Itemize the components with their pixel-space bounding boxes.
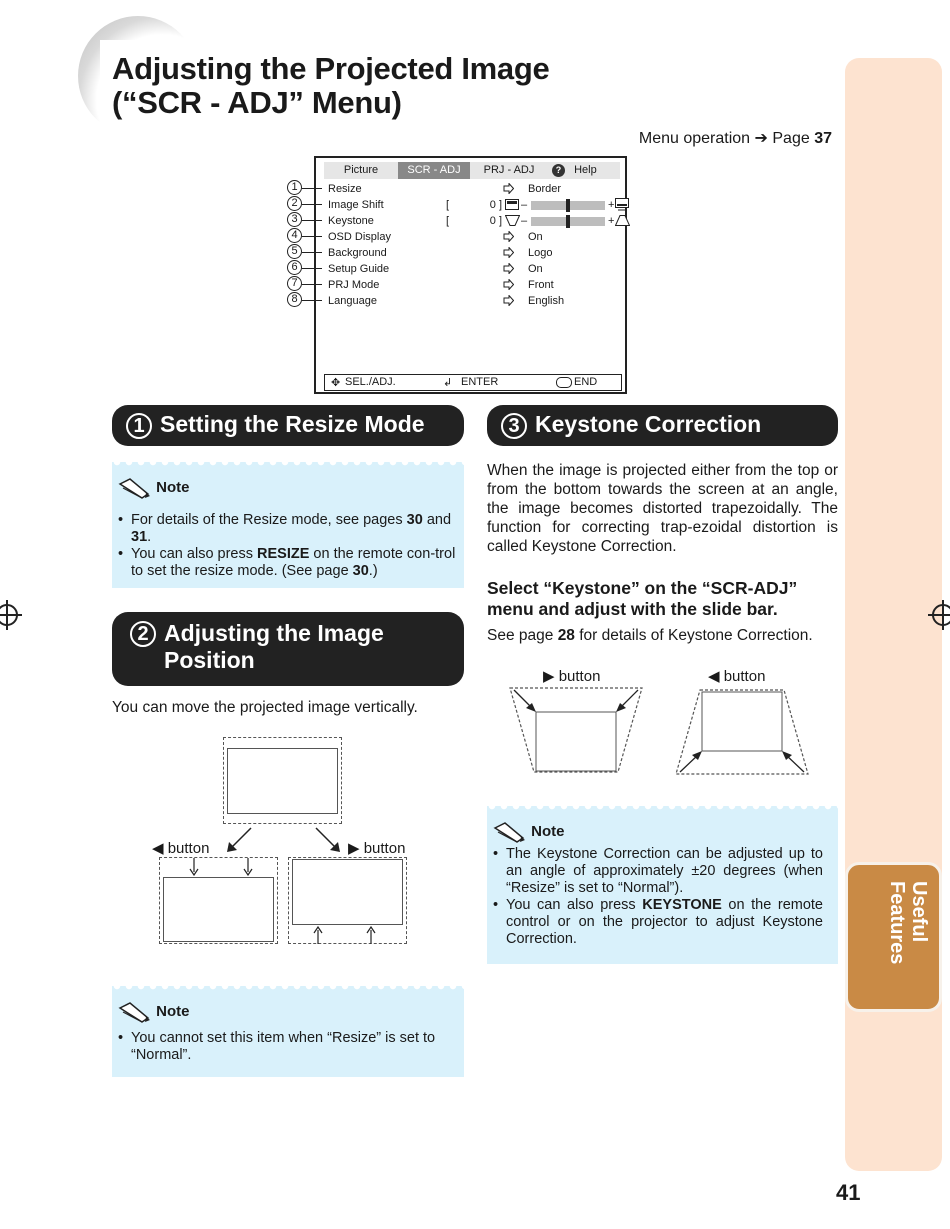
- note-header: Note: [493, 820, 565, 844]
- right-button-label: ▶ button: [348, 840, 406, 857]
- pencil-note-icon: [118, 476, 152, 500]
- osd-tab-picture[interactable]: Picture: [343, 164, 379, 176]
- menu-operation-page-label: Page: [772, 130, 810, 147]
- keystone-down-icon: [505, 215, 520, 226]
- osd-row-value: Border: [528, 183, 562, 195]
- section-3-body: When the image is projected either from the top or from the bottom towards the screen at an angle, the image becomes distorted trapezoidally. The function for correcting trap-ezoidal distortion is called Keystone Correction.: [487, 462, 838, 555]
- keystone-slider[interactable]: [531, 217, 605, 226]
- pencil-note-icon: [493, 820, 527, 844]
- page-title-line1: Adjusting the Projected Image: [112, 51, 550, 86]
- osd-tab-scr-adj[interactable]: SCR - ADJ: [398, 162, 470, 179]
- submenu-arrow-icon: [503, 231, 514, 242]
- plus-sign: +: [608, 215, 615, 227]
- minus-sign: –: [521, 215, 528, 227]
- page-ref-28[interactable]: 28: [557, 627, 575, 644]
- callout-5: 5: [287, 244, 302, 259]
- callout-6: 6: [287, 260, 302, 275]
- keystone-up-icon: [615, 215, 630, 226]
- arrow-up-icon: [313, 926, 323, 944]
- section-2-header: [112, 612, 464, 686]
- section-3-title: Keystone Correction: [535, 411, 762, 437]
- note-list: [116, 512, 456, 580]
- menu-operation-page-number[interactable]: 37: [814, 130, 832, 147]
- end-icon: [556, 377, 572, 388]
- osd-tab-prj-adj[interactable]: PRJ - ADJ: [483, 164, 535, 176]
- sel-adj-icon: ✥: [331, 377, 341, 389]
- menu-operation-reference: [639, 128, 832, 148]
- osd-row-value: English: [528, 295, 565, 307]
- osd-footer: [324, 374, 622, 391]
- osd-row-label: Image Shift: [328, 199, 384, 211]
- registration-mark-left: [0, 604, 18, 626]
- section-2-title-line1: Adjusting the Image: [164, 620, 384, 646]
- osd-row-label: Language: [328, 295, 377, 307]
- section-1-title: Setting the Resize Mode: [160, 411, 425, 437]
- slider-knob[interactable]: [566, 199, 570, 212]
- help-icon: ?: [552, 164, 565, 177]
- note-item: • You can also press KEYSTONE on the remote control or on the projector to adjust Keystone Correction.: [491, 897, 823, 948]
- section-1-note: [112, 462, 464, 588]
- submenu-arrow-icon: [503, 279, 514, 290]
- section-2-body: You can move the projected image vertically.: [112, 699, 418, 716]
- osd-row-value: Front: [528, 279, 554, 291]
- projected-image-left: [163, 877, 274, 942]
- arrow-down-right-icon: [312, 826, 342, 854]
- note-header: Note: [118, 476, 190, 500]
- page-title: [112, 52, 549, 120]
- osd-row-label: PRJ Mode: [328, 279, 380, 291]
- page-number: 41: [836, 1180, 861, 1205]
- submenu-arrow-icon: [503, 247, 514, 258]
- left-button-label: ◀ button: [152, 840, 210, 857]
- page-ref-30[interactable]: 30: [352, 563, 369, 579]
- callout-2: 2: [287, 196, 302, 211]
- keystone-bottom-wide-diagram: [674, 686, 814, 778]
- osd-menu: [314, 156, 627, 394]
- note-list: [491, 846, 823, 948]
- left-button-label: ◀ button: [708, 668, 766, 685]
- section-2-note: [112, 986, 464, 1077]
- minus-sign: –: [521, 199, 528, 211]
- osd-row-setup-guide[interactable]: [327, 261, 617, 277]
- section-1-header: [112, 405, 464, 446]
- callout-1: 1: [287, 180, 302, 195]
- osd-row-language[interactable]: [327, 293, 617, 309]
- right-button-label: ▶ button: [543, 668, 601, 685]
- image-shift-icon: [505, 199, 519, 210]
- image-shift-up-icon: [615, 198, 629, 211]
- note-item: • You can also press RESIZE on the remote con-trol to set the resize mode. (See page 30.): [116, 546, 456, 580]
- pencil-note-icon: [118, 1000, 152, 1024]
- osd-footer-end: END: [574, 376, 598, 388]
- osd-row-label: Background: [328, 247, 387, 259]
- note-item: • For details of the Resize mode, see pages 30 and 31.: [116, 512, 456, 546]
- page-ref-30[interactable]: 30: [406, 512, 423, 528]
- osd-row-value: On: [528, 263, 543, 275]
- section-3-header: [487, 405, 838, 446]
- section-3-number: 3: [501, 413, 527, 439]
- section-1-number: 1: [126, 413, 152, 439]
- image-shift-slider[interactable]: [531, 201, 605, 210]
- arrow-down-left-icon: [225, 826, 255, 854]
- arrow-right-icon: ➔: [754, 130, 768, 147]
- osd-row-label: Setup Guide: [328, 263, 390, 275]
- side-tab-useful-features[interactable]: [845, 862, 942, 1012]
- plus-sign: +: [608, 199, 615, 211]
- osd-row-label: Resize: [328, 183, 362, 195]
- side-tab-label: Useful Features: [886, 881, 930, 965]
- keystone-top-wide-diagram: [508, 686, 648, 778]
- osd-footer-sel: SEL./ADJ.: [345, 376, 396, 388]
- note-list: [116, 1030, 456, 1064]
- section-3-note: [487, 806, 838, 964]
- osd-row-value: Logo: [528, 247, 553, 259]
- callout-7: 7: [287, 276, 302, 291]
- note-item: • You cannot set this item when “Resize” is set to “Normal”.: [116, 1030, 456, 1064]
- section-2-number: 2: [130, 621, 156, 647]
- osd-row-value: On: [528, 231, 543, 243]
- osd-footer-enter: ENTER: [461, 376, 499, 388]
- osd-row-label: Keystone: [328, 215, 374, 227]
- note-item: • The Keystone Correction can be adjusted up to an angle of approximately ±20 degrees (when “Resize” is set to “Normal”).: [491, 846, 823, 897]
- submenu-arrow-icon: [503, 263, 514, 274]
- callout-8: 8: [287, 292, 302, 307]
- osd-row-prj-mode[interactable]: [327, 277, 617, 293]
- osd-row-background[interactable]: [327, 245, 617, 261]
- callout-4: 4: [287, 228, 302, 243]
- osd-tab-bar: [324, 162, 620, 179]
- registration-mark-right: [932, 604, 950, 626]
- page-title-line2: (“SCR - ADJ” Menu): [112, 85, 402, 120]
- osd-row-keystone[interactable]: Keystone [ 0 ] – +: [327, 213, 617, 229]
- section-3-see-page: See page 28 for details of Keystone Correction.: [487, 627, 813, 644]
- arrow-up-icon: [366, 926, 376, 944]
- callout-3: 3: [287, 212, 302, 227]
- arrow-down-icon: [189, 858, 199, 876]
- enter-icon: ↲: [443, 377, 453, 389]
- osd-row-label: OSD Display: [328, 231, 391, 243]
- page-ref-31[interactable]: 31: [131, 529, 148, 545]
- submenu-arrow-icon: [503, 183, 514, 194]
- arrow-down-icon: [243, 858, 253, 876]
- section-3-instruction: Select “Keystone” on the “SCR-ADJ” menu and adjust with the slide bar.: [487, 578, 798, 619]
- osd-tab-help[interactable]: ? Help: [548, 162, 620, 179]
- submenu-arrow-icon: [503, 295, 514, 306]
- osd-row-resize[interactable]: [327, 181, 617, 197]
- projected-image-top: [227, 748, 338, 814]
- slider-knob[interactable]: [566, 215, 570, 228]
- osd-row-osd-display[interactable]: [327, 229, 617, 245]
- projected-image-right: [292, 859, 403, 925]
- menu-operation-text: Menu operation: [638, 130, 751, 147]
- note-header: Note: [118, 1000, 190, 1024]
- section-2-title-line2: Position: [164, 647, 255, 673]
- osd-row-image-shift[interactable]: Image Shift [ 0 ] – +: [327, 197, 617, 213]
